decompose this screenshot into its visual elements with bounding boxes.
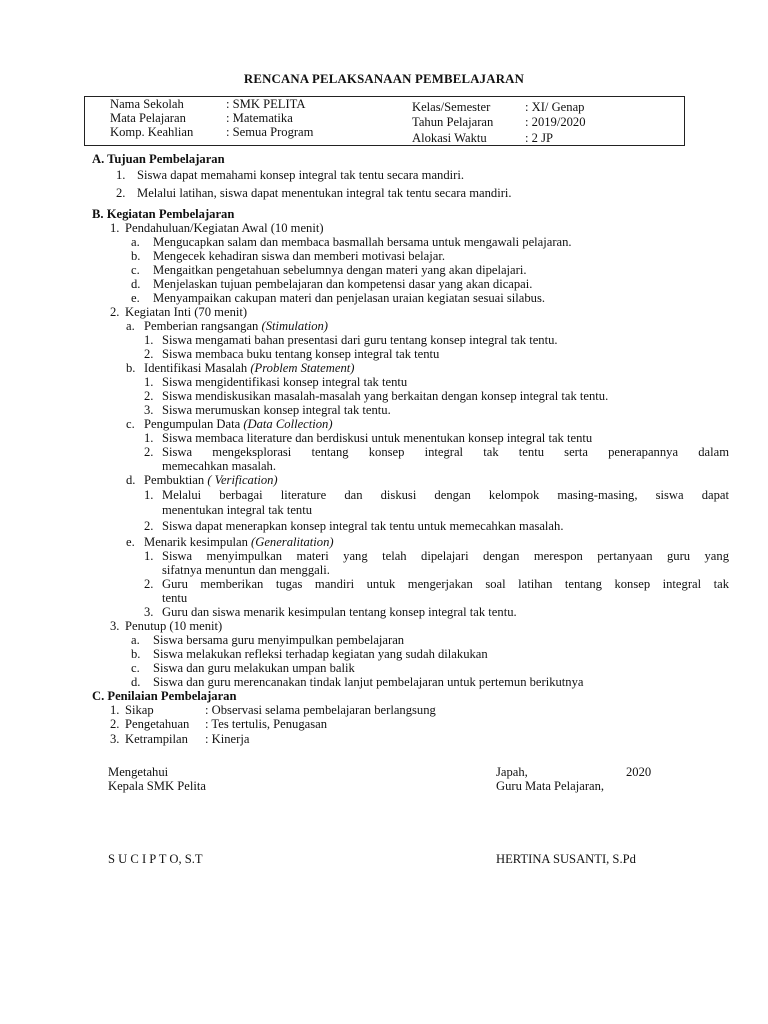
list-letter: a. (131, 633, 140, 647)
step-title: Pembuktian ( Verification) (144, 473, 278, 487)
list-item: Siswa merumuskan konsep integral tak tentu. (162, 403, 391, 417)
list-letter: a. (131, 235, 140, 249)
list-number: 1. (144, 488, 154, 502)
info-value-expertise: : Semua Program (226, 125, 314, 139)
assessment-label: Pengetahuan (125, 717, 190, 731)
list-number: 1. (110, 221, 120, 235)
list-item: Siswa dapat menerapkan konsep integral tak tentu untuk memecahkan masalah. (162, 519, 564, 533)
list-letter: e. (131, 291, 140, 305)
list-item-line: Siswa mengeksplorasi tentang konsep integral tak tentu serta penerapannya dalam (162, 445, 729, 459)
assessment-label: Sikap (125, 703, 154, 717)
list-letter: c. (131, 661, 140, 675)
list-number: 2. (144, 389, 154, 403)
list-item: Siswa melakukan refleksi terhadap kegiatan yang sudah dilakukan (153, 647, 488, 661)
list-item: Mengecek kehadiran siswa dan memberi motivasi belajar. (153, 249, 446, 263)
list-number: 1. (110, 703, 120, 717)
assessment-label: Ketrampilan (125, 732, 188, 746)
info-value-school: : SMK PELITA (226, 97, 306, 111)
list-letter: b. (131, 647, 141, 661)
document-title: RENCANA PELAKSANAAN PEMBELAJARAN (243, 72, 525, 86)
list-letter: d. (131, 277, 141, 291)
section-b-title: B. Kegiatan Pembelajaran (92, 207, 235, 221)
list-number: 1. (144, 549, 154, 563)
list-item: Siswa mendiskusikan masalah-masalah yang berkaitan dengan konsep integral tak tentu. (162, 389, 609, 403)
info-value-subject: : Matematika (226, 111, 293, 125)
subsection-title: Pendahuluan/Kegiatan Awal (10 menit) (125, 221, 324, 235)
list-number: 2. (144, 347, 154, 361)
list-number: 2. (144, 577, 154, 591)
list-item-line: sifatnya menuntun dan menggali. (162, 563, 330, 577)
list-number: 2. (110, 717, 120, 731)
info-label-class: Kelas/Semester (412, 100, 491, 114)
list-item: Siswa bersama guru menyimpulkan pembelajaran (153, 633, 405, 647)
section-c-title: C. Penilaian Pembelajaran (92, 689, 237, 703)
info-label-school: Nama Sekolah (110, 97, 184, 111)
list-number: 3. (144, 605, 154, 619)
list-number: 2. (116, 186, 126, 200)
list-item: Mengucapkan salam dan membaca basmallah bersama untuk mengawali pelajaran. (153, 235, 572, 249)
list-item-line: tentu (162, 591, 188, 605)
step-title: Pemberian rangsangan (Stimulation) (144, 319, 328, 333)
info-label-year: Tahun Pelajaran (412, 115, 494, 129)
step-title: Pengumpulan Data (Data Collection) (144, 417, 333, 431)
signature-place: Japah, (496, 765, 528, 779)
section-a-title: A. Tujuan Pembelajaran (92, 152, 225, 166)
list-item-line: Guru memberikan tugas mandiri untuk mengerjakan soal latihan tentang konsep integral tak (162, 577, 729, 591)
subsection-title: Kegiatan Inti (70 menit) (125, 305, 248, 319)
step-title: Menarik kesimpulan (Generalitation) (144, 535, 334, 549)
list-number: 3. (110, 732, 120, 746)
signature-left-role: Kepala SMK Pelita (108, 779, 206, 793)
list-letter: c. (126, 417, 135, 431)
list-number: 2. (110, 305, 120, 319)
assessment-value: : Kinerja (205, 732, 250, 746)
info-label-time: Alokasi Waktu (412, 131, 487, 145)
list-item-line: memecahkan masalah. (162, 459, 276, 473)
list-number: 1. (144, 431, 154, 445)
list-item: Siswa mengidentifikasi konsep integral tak tentu (162, 375, 408, 389)
list-item: Menjelaskan tujuan pembelajaran dan kompetensi dasar yang akan dicapai. (153, 277, 533, 291)
info-label-subject: Mata Pelajaran (110, 111, 186, 125)
list-item: Siswa dan guru merencanakan tindak lanjut pembelajaran untuk pertemun berikutnya (153, 675, 584, 689)
list-item: Menyampaikan cakupan materi dan penjelasan uraian kegiatan sesuai silabus. (153, 291, 546, 305)
list-number: 1. (144, 375, 154, 389)
assessment-value: : Observasi selama pembelajaran berlangsung (205, 703, 436, 717)
info-value-year: : 2019/2020 (525, 115, 586, 129)
list-letter: d. (126, 473, 136, 487)
list-letter: b. (126, 361, 136, 375)
list-item: Siswa dan guru melakukan umpan balik (153, 661, 355, 675)
list-number: 1. (144, 333, 154, 347)
list-item: Siswa dapat memahami konsep integral tak tentu secara mandiri. (137, 168, 464, 182)
list-item: Siswa membaca literature dan berdiskusi untuk menentukan konsep integral tak tentu (162, 431, 593, 445)
list-item-line: Siswa menyimpulkan materi yang telah dipelajari dengan merespon pertanyaan guru yang (162, 549, 729, 563)
subsection-title: Penutup (10 menit) (125, 619, 223, 633)
list-item: Mengaitkan pengetahuan sebelumnya dengan materi yang akan dipelajari. (153, 263, 527, 277)
list-item-line: Melalui berbagai literature dan diskusi dengan kelompok masing-masing, siswa dapat (162, 488, 729, 502)
signature-year: 2020 (626, 765, 652, 779)
list-letter: b. (131, 249, 141, 263)
list-letter: e. (126, 535, 135, 549)
info-label-expertise: Komp. Keahlian (110, 125, 194, 139)
step-title: Identifikasi Masalah (Problem Statement) (144, 361, 355, 375)
list-item: Siswa membaca buku tentang konsep integral tak tentu (162, 347, 440, 361)
list-letter: c. (131, 263, 140, 277)
list-number: 3. (110, 619, 120, 633)
assessment-value: : Tes tertulis, Penugasan (205, 717, 328, 731)
info-value-time: : 2 JP (525, 131, 553, 145)
list-number: 1. (116, 168, 126, 182)
list-number: 2. (144, 519, 154, 533)
signature-left-name: S U C I P T O, S.T (108, 852, 203, 866)
list-letter: d. (131, 675, 141, 689)
list-letter: a. (126, 319, 135, 333)
signature-left-heading: Mengetahui (108, 765, 169, 779)
list-item-line: menentukan integral tak tentu (162, 503, 313, 517)
list-item: Siswa mengamati bahan presentasi dari guru tentang konsep integral tak tentu. (162, 333, 558, 347)
info-value-class: : XI/ Genap (525, 100, 585, 114)
list-item: Guru dan siswa menarik kesimpulan tentang konsep integral tak tentu. (162, 605, 517, 619)
signature-right-name: HERTINA SUSANTI, S.Pd (496, 852, 636, 866)
signature-right-role: Guru Mata Pelajaran, (496, 779, 605, 793)
list-number: 3. (144, 403, 154, 417)
list-number: 2. (144, 445, 154, 459)
list-item: Melalui latihan, siswa dapat menentukan integral tak tentu secara mandiri. (137, 186, 512, 200)
